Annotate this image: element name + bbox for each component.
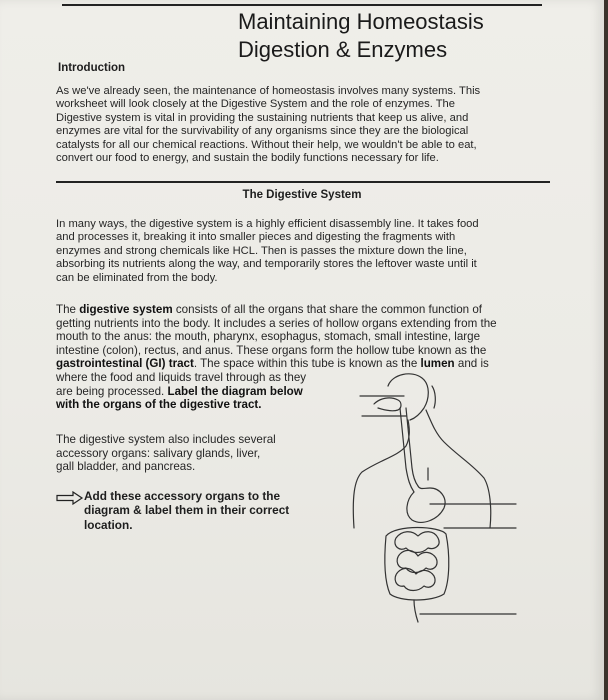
para1-line: In many ways, the digestive system is a highly efficient disassembly line. It takes food: [56, 218, 479, 230]
para2-line: where the food and liquids travel through as they: [56, 370, 307, 384]
para1-line: enzymes and strong chemicals like HCL. Then is passes the mixture down the line,: [56, 244, 467, 257]
para2-text: are being processed.: [56, 384, 168, 398]
rectum: [414, 600, 418, 622]
introduction-heading: Introduction: [58, 62, 126, 74]
label-instruction: Label the diagram below: [167, 384, 303, 398]
section-heading: The Digestive System: [242, 189, 362, 201]
top-rule: [62, 4, 542, 6]
term-gi-tract: gastrointestinal (GI) tract: [56, 357, 194, 371]
title-line-2: Digestion & Enzymes: [238, 37, 448, 62]
para3-line: accessory organs: salivary glands, liver,: [56, 446, 261, 460]
para2-text: . The space within this tube is known as the: [193, 357, 421, 371]
right-shoulder: [426, 410, 491, 528]
intro-line: convert our food to energy, and sustain the bodily functions necessary for life.: [56, 152, 439, 165]
right-arrow-icon: [56, 491, 84, 505]
instruction-line: diagram & label them in their correct: [84, 503, 290, 518]
head-outline: [388, 374, 428, 420]
intro-line: enzymes are vital for the survivability of any organisms since they are the biological: [56, 125, 469, 138]
title-line-1: Maintaining Homeostasis: [238, 9, 484, 34]
para2-line: mouth to the anus: the mouth, pharynx, esophagus, stomach, small intestine, large: [56, 330, 481, 344]
introduction-paragraph: [56, 85, 480, 165]
large-intestine: [385, 528, 449, 601]
intro-line: Digestive system is vital in providing the sustaining nutrients that keep us alive, and: [56, 111, 469, 124]
para1-line: absorbing its nutrients along the way, and temporarily stores the leftover waste until it: [56, 258, 477, 271]
intro-line: catalysts for all our chemical reactions. Without their help, we wouldn't be able to eat,: [56, 138, 477, 151]
para2-line: getting nutrients into the body. It includes a series of hollow organs extending from the: [56, 316, 497, 330]
page-edge: [604, 0, 608, 700]
instruction-line: Add these accessory organs to the: [84, 489, 281, 503]
label-instruction: with the organs of the digestive tract.: [56, 398, 262, 412]
small-intestine: [395, 532, 439, 553]
para2-text: consists of all the organs that share the common function of: [172, 303, 482, 316]
intro-line: worksheet will look closely at the Digestive System and the role of enzymes. The: [56, 98, 455, 111]
para1-line: and processes it, breaking it into smaller pieces and digesting the fragments with: [56, 231, 456, 244]
para2-line: intestine (colon), rectus, and anus. These organs form the hollow tube known as the: [56, 343, 487, 357]
para2-text: and is: [454, 357, 489, 371]
intro-line: As we've already seen, the maintenance of homeostasis involves many systems. This: [56, 85, 481, 97]
term-lumen: lumen: [420, 357, 455, 371]
para1-line: can be eliminated from the body.: [56, 271, 218, 284]
digestive-paragraph-1: [56, 218, 479, 285]
para3-line: The digestive system also includes several: [56, 433, 276, 446]
page-title: [238, 8, 484, 64]
para2-text: The: [56, 303, 80, 316]
digestive-tract-diagram: [340, 368, 520, 628]
mouth-region: [374, 398, 401, 411]
instruction-line: location.: [84, 517, 133, 532]
digestive-paragraph-3: [56, 433, 276, 474]
left-shoulder: [353, 420, 409, 528]
section-rule: [56, 181, 550, 183]
para3-line: gall bladder, and pancreas.: [56, 460, 196, 474]
term-digestive-system: digestive system: [79, 303, 173, 316]
para2-line: [56, 303, 497, 317]
